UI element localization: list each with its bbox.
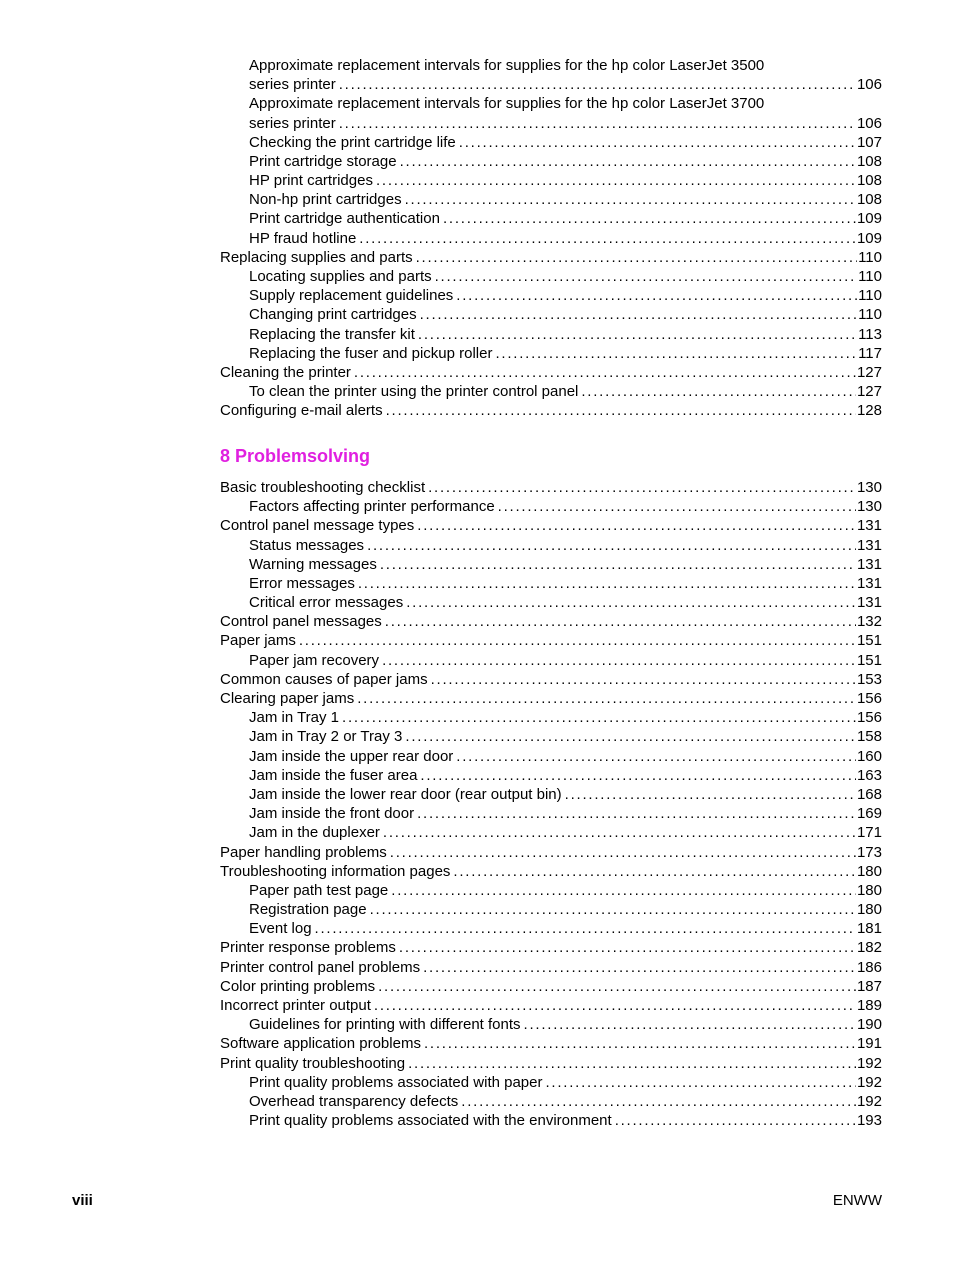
toc-entry[interactable] bbox=[220, 862, 882, 881]
toc-entry[interactable] bbox=[220, 363, 882, 382]
toc-entry-title: Paper jam recovery bbox=[249, 651, 380, 669]
toc-entry-title: Supply replacement guidelines bbox=[249, 287, 454, 305]
dot-leader bbox=[370, 900, 856, 919]
toc-entry-title: Guidelines for printing with different fonts bbox=[249, 1016, 521, 1034]
toc-entry-title: Incorrect printer output bbox=[220, 997, 371, 1015]
toc-entry-page: 131 bbox=[856, 517, 882, 535]
toc-section-upper bbox=[220, 56, 882, 421]
toc-entry-title: Clearing paper jams bbox=[220, 690, 355, 708]
toc-entry[interactable] bbox=[220, 536, 882, 555]
dot-leader bbox=[391, 881, 856, 900]
toc-entry[interactable] bbox=[220, 267, 882, 286]
toc-entry-page: 131 bbox=[856, 574, 882, 592]
dot-leader bbox=[339, 114, 856, 133]
toc-entry[interactable] bbox=[220, 1111, 882, 1130]
toc-entry-page: 192 bbox=[856, 1054, 882, 1072]
dot-leader bbox=[456, 286, 857, 305]
toc-entry-page: 109 bbox=[856, 210, 882, 228]
toc-entry-wrap-text: Approximate replacement intervals for supplies for the hp color LaserJet 3700 bbox=[249, 95, 765, 113]
toc-entry-page: 151 bbox=[856, 651, 882, 669]
page-number: viii bbox=[72, 1192, 93, 1209]
toc-entry[interactable] bbox=[220, 171, 882, 190]
toc-entry-page: 117 bbox=[858, 344, 882, 362]
toc-entry-page: 131 bbox=[856, 555, 882, 573]
dot-leader bbox=[443, 210, 856, 229]
dot-leader bbox=[420, 305, 857, 324]
toc-entry[interactable] bbox=[220, 190, 882, 209]
toc-entry-title: Jam in the duplexer bbox=[249, 824, 380, 842]
toc-entry-page: 163 bbox=[856, 766, 882, 784]
dot-leader bbox=[524, 1015, 856, 1034]
toc-entry-title: Software application problems bbox=[220, 1035, 421, 1053]
toc-entry-page: 128 bbox=[856, 402, 882, 420]
toc-entry-page: 108 bbox=[856, 172, 882, 190]
dot-leader bbox=[357, 689, 856, 708]
dot-leader bbox=[495, 344, 857, 363]
toc-entry[interactable] bbox=[220, 804, 882, 823]
toc-entry[interactable] bbox=[220, 401, 882, 420]
toc-entry-page: 106 bbox=[856, 114, 882, 132]
toc-entry-page: 110 bbox=[858, 287, 882, 305]
toc-entry-title: Print cartridge authentication bbox=[249, 210, 440, 228]
toc-entry[interactable] bbox=[220, 1092, 882, 1111]
toc-entry[interactable] bbox=[220, 958, 882, 977]
toc-entry[interactable] bbox=[220, 632, 882, 651]
toc-entry-title: Print quality troubleshooting bbox=[220, 1054, 406, 1072]
toc-entry-title: Print quality problems associated with paper bbox=[249, 1073, 543, 1091]
toc-entry-page: 130 bbox=[856, 498, 882, 516]
toc-entry-title: Printer control panel problems bbox=[220, 958, 421, 976]
dot-leader bbox=[417, 516, 856, 535]
toc-entry-page: 156 bbox=[856, 709, 882, 727]
toc-entry[interactable] bbox=[220, 478, 882, 497]
toc-entry-title: Jam inside the upper rear door bbox=[249, 747, 454, 765]
dot-leader bbox=[378, 977, 856, 996]
toc-entry[interactable] bbox=[220, 325, 882, 344]
toc-entry-title: Basic troubleshooting checklist bbox=[220, 478, 426, 496]
dot-leader bbox=[456, 747, 856, 766]
dot-leader bbox=[406, 593, 856, 612]
toc-entry[interactable] bbox=[220, 593, 882, 612]
toc-entry-page: 190 bbox=[856, 1016, 882, 1034]
toc-entry[interactable] bbox=[220, 823, 882, 842]
toc-entry-title: Control panel messages bbox=[220, 613, 382, 631]
toc-entry[interactable] bbox=[220, 843, 882, 862]
toc-entry[interactable] bbox=[220, 939, 882, 958]
toc-entry-title: Paper jams bbox=[220, 632, 296, 650]
toc-entry-title: Jam inside the lower rear door (rear output bin) bbox=[249, 785, 562, 803]
toc-entry-title: Jam inside the fuser area bbox=[249, 766, 418, 784]
dot-leader bbox=[423, 958, 856, 977]
dot-leader bbox=[376, 171, 856, 190]
toc-entry-title: Paper path test page bbox=[249, 881, 389, 899]
toc-entry[interactable] bbox=[220, 1015, 882, 1034]
toc-entry-title: Locating supplies and parts bbox=[249, 268, 432, 286]
toc-entry-title: Common causes of paper jams bbox=[220, 670, 428, 688]
dot-leader bbox=[420, 766, 856, 785]
toc-entry-page: 131 bbox=[856, 536, 882, 554]
toc-entry-page: 192 bbox=[856, 1073, 882, 1091]
dot-leader bbox=[299, 632, 856, 651]
toc-entry-title: Non-hp print cartridges bbox=[249, 191, 402, 209]
toc-entry-page: 158 bbox=[856, 728, 882, 746]
toc-entry[interactable] bbox=[220, 727, 882, 746]
dot-leader bbox=[615, 1111, 856, 1130]
toc-entry-page: 182 bbox=[856, 939, 882, 957]
footer-doc-code: ENWW bbox=[832, 1192, 882, 1209]
toc-entry-page: 160 bbox=[856, 747, 882, 765]
toc-entry[interactable] bbox=[220, 133, 882, 152]
dot-leader bbox=[367, 536, 856, 555]
dot-leader bbox=[431, 670, 856, 689]
toc-entry-title: Cleaning the printer bbox=[220, 363, 351, 381]
toc-entry-page: 131 bbox=[856, 594, 882, 612]
toc-entry-page: 108 bbox=[856, 152, 882, 170]
toc-entry-title: series printer bbox=[249, 76, 336, 94]
toc-entry-title: Configuring e-mail alerts bbox=[220, 402, 383, 420]
dot-leader bbox=[428, 478, 856, 497]
dot-leader bbox=[424, 1034, 856, 1053]
toc-entry-title: Event log bbox=[249, 920, 312, 938]
dot-leader bbox=[315, 919, 856, 938]
toc-entry[interactable] bbox=[220, 881, 882, 900]
toc-entry-page: 173 bbox=[856, 843, 882, 861]
toc-entry[interactable] bbox=[220, 152, 882, 171]
toc-entry-title: Color printing problems bbox=[220, 977, 376, 995]
toc-entry[interactable] bbox=[220, 1054, 882, 1073]
toc-entry-title: Jam inside the front door bbox=[249, 805, 415, 823]
toc-entry-page: 169 bbox=[856, 805, 882, 823]
toc-entry[interactable] bbox=[220, 229, 882, 248]
toc-entry-title: Checking the print cartridge life bbox=[249, 133, 456, 151]
dot-leader bbox=[405, 727, 856, 746]
toc-entry-page: 107 bbox=[856, 133, 882, 151]
toc-entry-page: 108 bbox=[856, 191, 882, 209]
toc-entry-page: 110 bbox=[858, 248, 882, 266]
toc-entry-title: Printer response problems bbox=[220, 939, 396, 957]
dot-leader bbox=[383, 823, 856, 842]
toc-entry-page: 153 bbox=[856, 670, 882, 688]
toc-section-lower bbox=[220, 478, 882, 1130]
dot-leader bbox=[374, 996, 856, 1015]
toc-entry[interactable] bbox=[220, 612, 882, 631]
toc-entry-page: 180 bbox=[856, 881, 882, 899]
toc-entry-page: 127 bbox=[856, 383, 882, 401]
toc-entry-page: 181 bbox=[856, 920, 882, 938]
toc-entry[interactable] bbox=[220, 305, 882, 324]
toc-entry-title: Overhead transparency defects bbox=[249, 1092, 459, 1110]
toc-entry[interactable] bbox=[220, 919, 882, 938]
toc-entry-title: Changing print cartridges bbox=[249, 306, 417, 324]
dot-leader bbox=[380, 555, 856, 574]
toc-entry[interactable] bbox=[220, 996, 882, 1015]
toc-entry-page: 110 bbox=[858, 306, 882, 324]
toc-entry-page: 109 bbox=[856, 229, 882, 247]
toc-entry[interactable] bbox=[220, 689, 882, 708]
dot-leader bbox=[358, 574, 856, 593]
toc-entry-title: Replacing the fuser and pickup roller bbox=[249, 344, 493, 362]
toc-entry-page: 192 bbox=[856, 1092, 882, 1110]
dot-leader bbox=[390, 843, 856, 862]
dot-leader bbox=[399, 939, 856, 958]
toc-entry-title: HP fraud hotline bbox=[249, 229, 357, 247]
toc-entry-title: Warning messages bbox=[249, 555, 377, 573]
toc-entry-page: 180 bbox=[856, 862, 882, 880]
dot-leader bbox=[417, 804, 856, 823]
dot-leader bbox=[385, 612, 856, 631]
toc-entry-page: 127 bbox=[856, 363, 882, 381]
toc-entry-page: 151 bbox=[856, 632, 882, 650]
toc-entry-title: Troubleshooting information pages bbox=[220, 862, 451, 880]
toc-entry[interactable] bbox=[220, 1073, 882, 1092]
chapter-heading: 8 Problemsolving bbox=[220, 446, 371, 466]
toc-entry[interactable] bbox=[220, 75, 882, 94]
toc-entry-page: 113 bbox=[858, 325, 882, 343]
dot-leader bbox=[359, 229, 856, 248]
toc-entry[interactable] bbox=[220, 766, 882, 785]
toc-entry[interactable] bbox=[220, 708, 882, 727]
toc-entry-title: Print cartridge storage bbox=[249, 152, 397, 170]
toc-entry[interactable] bbox=[220, 382, 882, 401]
toc-entry[interactable] bbox=[220, 785, 882, 804]
toc-entry[interactable] bbox=[220, 900, 882, 919]
toc-entry[interactable] bbox=[220, 574, 882, 593]
toc-entry-page: 191 bbox=[856, 1035, 882, 1053]
dot-leader bbox=[382, 651, 856, 670]
toc-entry-title: Control panel message types bbox=[220, 517, 415, 535]
toc-entry[interactable] bbox=[220, 516, 882, 535]
dot-leader bbox=[453, 862, 856, 881]
toc-entry-page: 110 bbox=[858, 268, 882, 286]
toc-entry-page: 171 bbox=[856, 824, 882, 842]
toc-entry-page: 187 bbox=[856, 977, 882, 995]
toc-entry[interactable] bbox=[220, 747, 882, 766]
dot-leader bbox=[565, 785, 856, 804]
dot-leader bbox=[581, 382, 856, 401]
toc-entry[interactable] bbox=[220, 555, 882, 574]
toc-entry-title: Print quality problems associated with the environment bbox=[249, 1112, 612, 1130]
toc-entry-title: series printer bbox=[249, 114, 336, 132]
dot-leader bbox=[400, 152, 856, 171]
dot-leader bbox=[435, 267, 857, 286]
toc-entry[interactable] bbox=[220, 114, 882, 133]
dot-leader bbox=[386, 401, 856, 420]
toc-entry-wrap-text: Approximate replacement intervals for supplies for the hp color LaserJet 3500 bbox=[249, 57, 765, 74]
toc-entry-title: Critical error messages bbox=[249, 594, 404, 612]
toc-entry-title: Jam in Tray 2 or Tray 3 bbox=[249, 728, 403, 746]
toc-entry-title: Error messages bbox=[249, 574, 355, 592]
toc-entry-title: HP print cartridges bbox=[249, 172, 373, 190]
toc-entry-page: 168 bbox=[856, 785, 882, 803]
dot-leader bbox=[418, 325, 857, 344]
toc-entry-page: 189 bbox=[856, 997, 882, 1015]
toc-entry-title: Replacing supplies and parts bbox=[220, 248, 413, 266]
toc-entry-title: Factors affecting printer performance bbox=[249, 498, 495, 516]
toc-entry[interactable] bbox=[220, 670, 882, 689]
toc-entry[interactable] bbox=[220, 1034, 882, 1053]
toc-entry-title: Paper handling problems bbox=[220, 843, 387, 861]
dot-leader bbox=[339, 75, 856, 94]
dot-leader bbox=[461, 1092, 856, 1111]
toc-entry-title: Jam in Tray 1 bbox=[249, 709, 340, 727]
toc-entry-title: Status messages bbox=[249, 536, 365, 554]
toc-entry-page: 186 bbox=[856, 958, 882, 976]
dot-leader bbox=[498, 497, 856, 516]
toc-entry[interactable] bbox=[220, 344, 882, 363]
toc-entry[interactable] bbox=[220, 248, 882, 267]
toc-entry-title: Registration page bbox=[249, 901, 367, 919]
toc-entry-page: 130 bbox=[856, 478, 882, 496]
toc-entry-page: 180 bbox=[856, 901, 882, 919]
toc-entry[interactable] bbox=[220, 286, 882, 305]
toc-entry[interactable] bbox=[220, 977, 882, 996]
dot-leader bbox=[459, 133, 856, 152]
dot-leader bbox=[408, 1054, 856, 1073]
toc-entry[interactable] bbox=[220, 497, 882, 516]
toc-entry-page: 132 bbox=[856, 613, 882, 631]
dot-leader bbox=[545, 1073, 855, 1092]
toc-entry[interactable] bbox=[220, 210, 882, 229]
dot-leader bbox=[405, 190, 856, 209]
dot-leader bbox=[342, 708, 856, 727]
toc-entry-page: 106 bbox=[856, 76, 882, 94]
toc-entry-page: 156 bbox=[856, 690, 882, 708]
dot-leader bbox=[416, 248, 857, 267]
toc-entry-title: To clean the printer using the printer control panel bbox=[249, 383, 579, 401]
toc-entry[interactable] bbox=[220, 651, 882, 670]
toc-entry-title: Replacing the transfer kit bbox=[249, 325, 415, 343]
toc-entry-page: 193 bbox=[856, 1112, 882, 1130]
dot-leader bbox=[354, 363, 856, 382]
